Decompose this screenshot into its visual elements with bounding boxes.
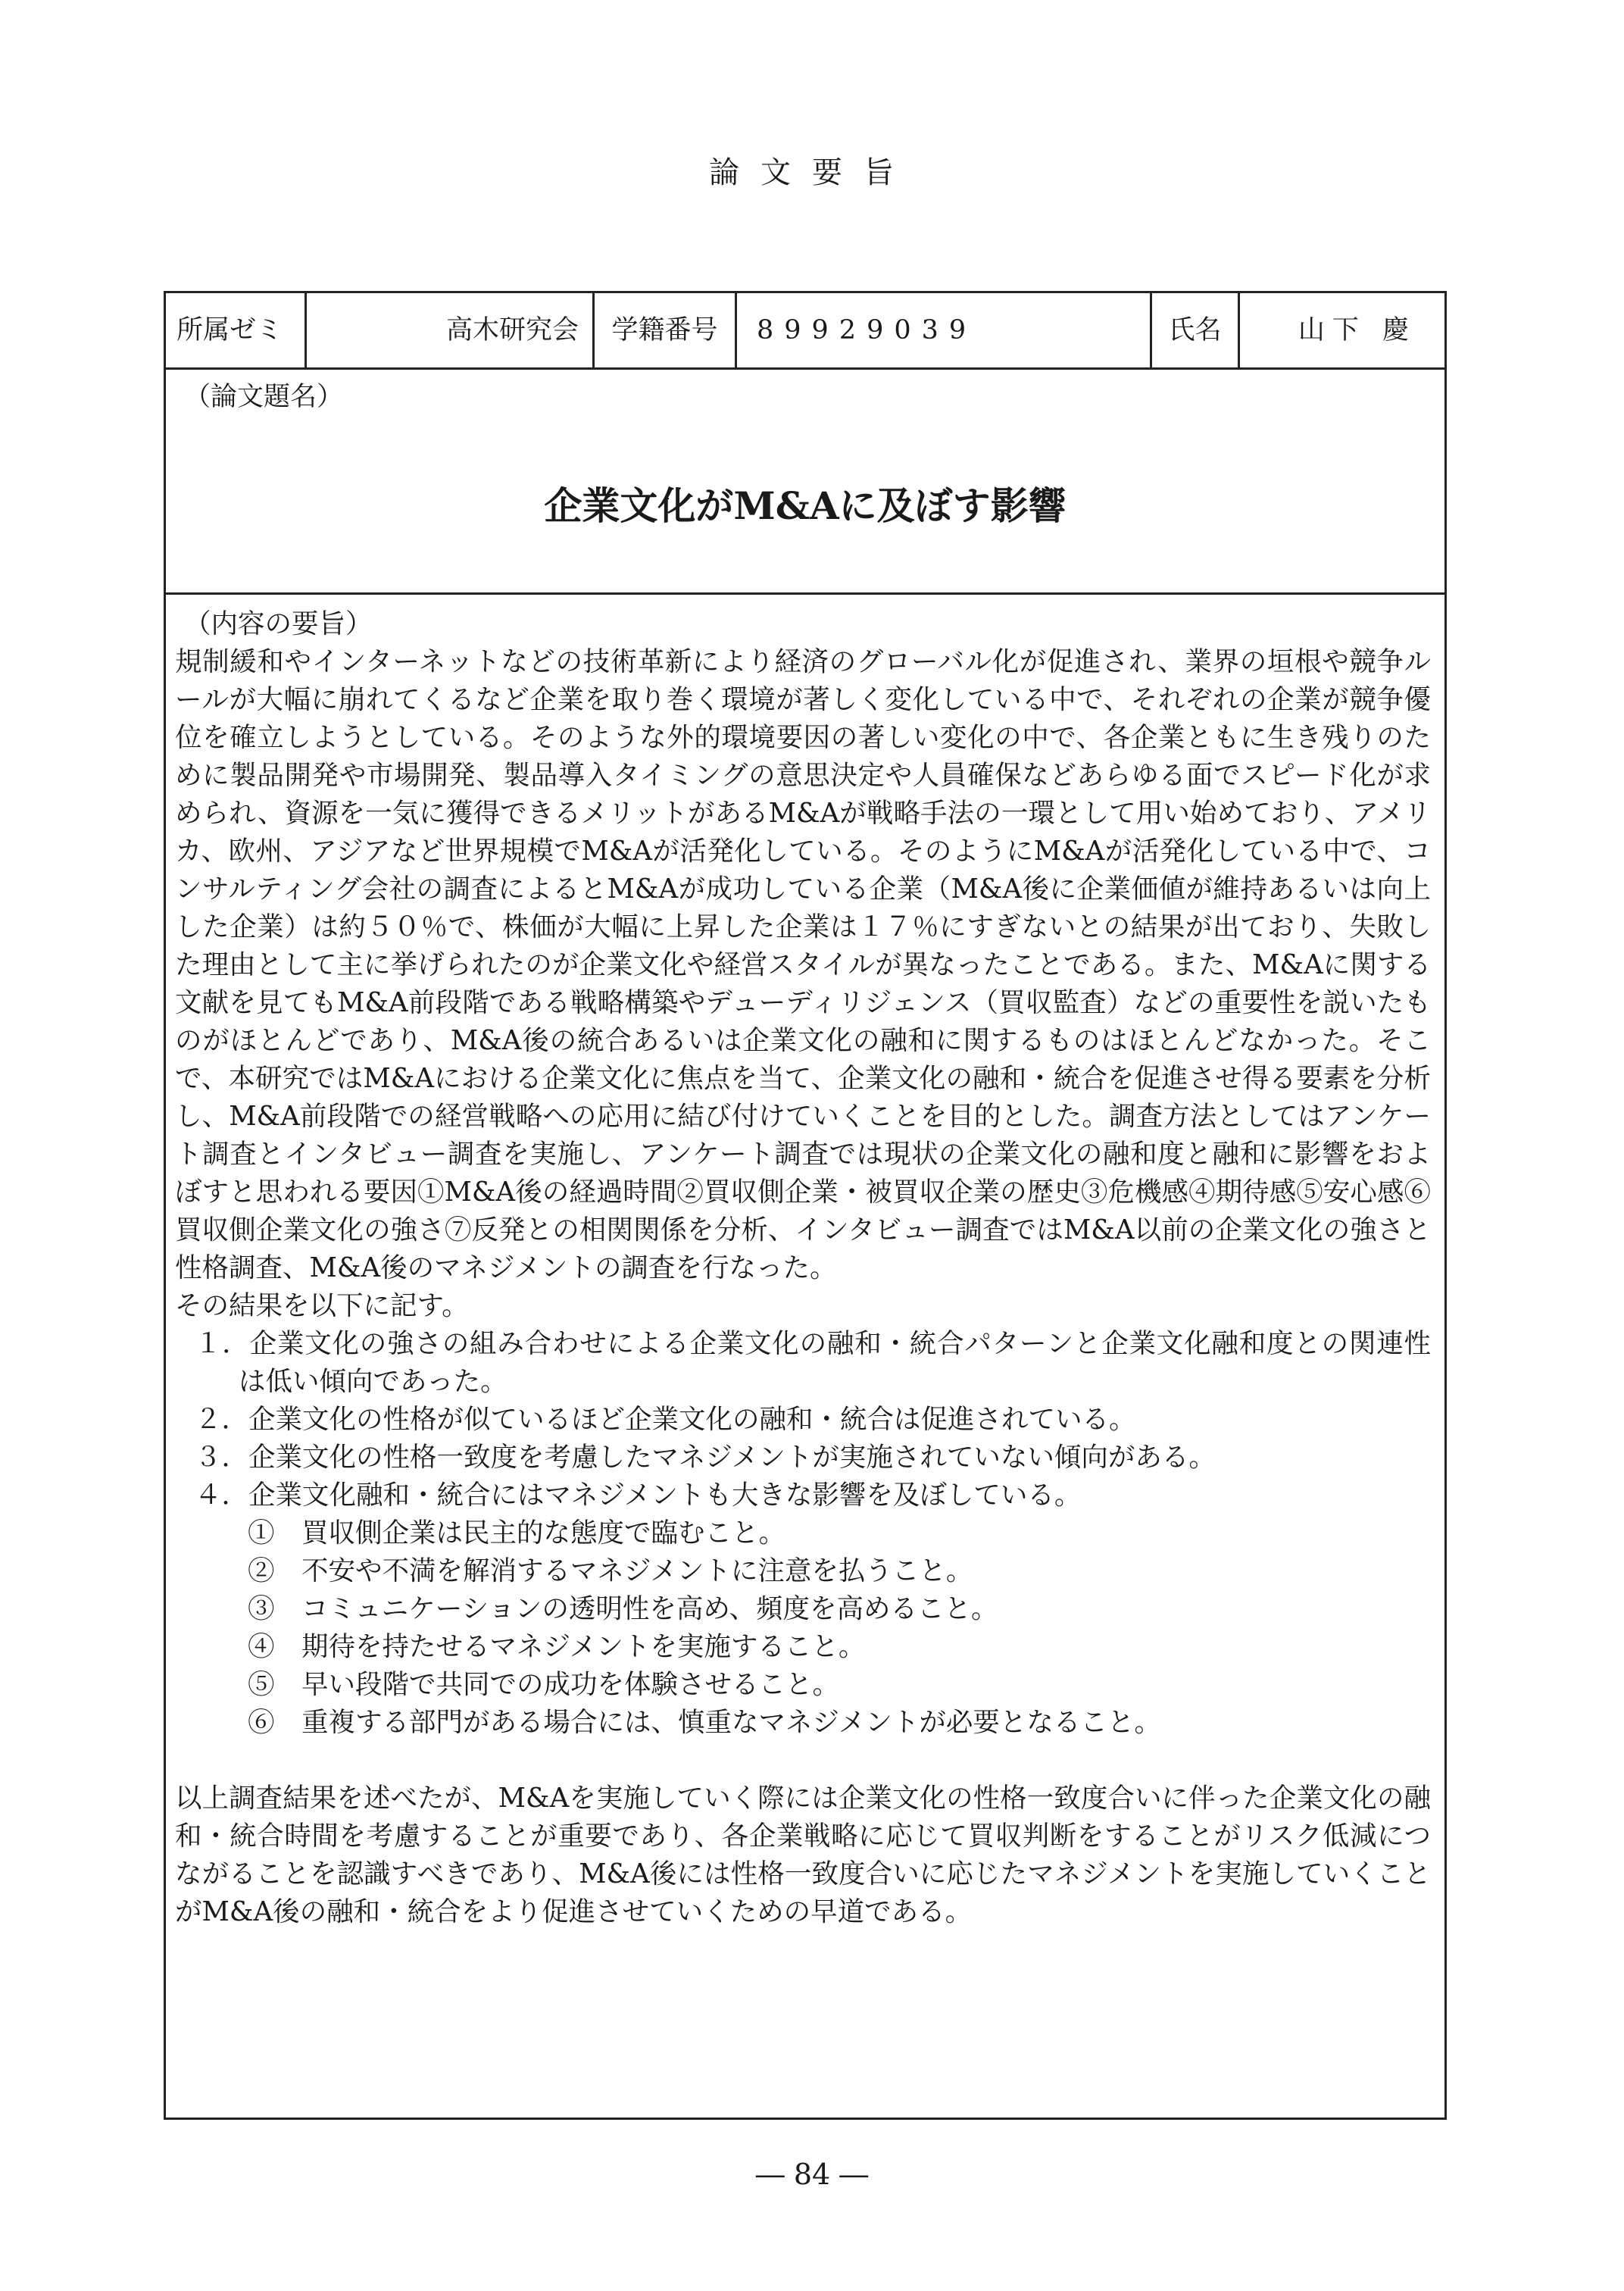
sub-result-item: ③ コミュニケーションの透明性を高め、頻度を高めること。: [248, 1593, 998, 1624]
page-title: 論文要旨: [709, 155, 915, 190]
page-number: ― 84 ―: [755, 2158, 869, 2191]
sub-result-item: ④ 期待を持たせるマネジメントを実施すること。: [248, 1631, 866, 1662]
seminar-value: 高木研究会: [307, 293, 595, 367]
student-id-value: 89929039: [737, 293, 1152, 367]
sub-result-item: ② 不安や不満を解消するマネジメントに注意を払うこと。: [248, 1555, 973, 1586]
summary-body: 規制緩和やインターネットなどの技術革新により経済のグローバル化が促進され、業界の垣根や競争ルールが大幅に崩れてくるなど企業を取り巻く環境が著しく変化している中で、それぞれの企業が競争優位を確立しようとしている。そのような外的環境要因の著しい変化の中で、各企業ともに生き残りのために製品開発や市場開発、製品導入タイミングの意思決定や人員確保などあらゆる面でスピード化が求められ、資源を一気に獲得できるメリットがあるM&Aが戦略手法の一環として用い始めており、アメリカ、欧州、アジアなど世界規模でM&Aが活発化している。そのようにM&Aが活発化している中で、コンサルティング会社の調査によるとM&Aが成功している企業（M&A後に企業価値が維持あるいは向上した企業）は約５０％で、株価が大幅に上昇した企業は１７％にすぎないとの結果が出ており、失敗した理由として主に挙げられたのが企業文化や経営スタイルが異なったことである。また、M&Aに関する文献を見てもM&A前段階である戦略構築やデューディリジェンス（買収監査）などの重要性を説いたものがほとんどであり、M&A後の統合あるいは企業文化の融和に関するものはほとんどなかった。そこで、本研究ではM&Aにおける企業文化に焦点を当て、企業文化の融和・統合を促進させ得る要素を分析し、M&A前段階での経営戦略への応用に結び付けていくことを目的とした。調査方法としてはアンケート調査とインタビュー調査を実施し、アンケート調査では現状の企業文化の融和度と融和に影響をおよぼすと思われる要因①M&A後の経過時間②買収側企業・被買収企業の歴史③危機感④期待感⑤安心感⑥買収側企業文化の強さ⑦反発との相関関係を分析、インタビュー調査ではM&A以前の企業文化の強さと性格調査、M&A後のマネジメントの調査を行なった。: [175, 646, 1431, 1283]
seminar-label: 所属ゼミ: [166, 293, 307, 367]
sub-result-item: ⑥ 重複する部門がある場合には、慎重なマネジメントが必要となること。: [248, 1707, 1161, 1738]
thesis-title-label: （論文題名）: [184, 382, 344, 412]
sub-result-item: ⑤ 早い段階で共同での成功を体験させること。: [248, 1669, 840, 1700]
spacer: [175, 1742, 1431, 1780]
result-item: ３．企業文化の性格一致度を考慮したマネジメントが実施されていない傾向がある。: [195, 1442, 1216, 1473]
summary-label: （内容の要旨）: [184, 608, 373, 639]
name-label: 氏名: [1152, 293, 1240, 367]
name-value: 山下 慶: [1298, 315, 1417, 345]
result-item: ４．企業文化融和・統合にはマネジメントも大きな影響を及ぼしている。: [195, 1480, 1082, 1511]
info-row: [166, 293, 1444, 370]
summary-section: [166, 595, 1444, 1931]
sub-result-item: ① 買収側企業は民主的な態度で臨むこと。: [248, 1517, 786, 1549]
results-intro: その結果を以下に記す。: [175, 1290, 469, 1321]
thesis-title: 企業文化がM&Aに及ぼす影響: [544, 483, 1067, 528]
thesis-title-section: [166, 370, 1444, 595]
result-item: １．企業文化の強さの組み合わせによる企業文化の融和・統合パターンと企業文化融和度との関連性は低い傾向であった。: [195, 1328, 1431, 1397]
abstract-form: [164, 291, 1447, 2120]
conclusion-paragraph: 以上調査結果を述べたが、M&Aを実施していく際には企業文化の性格一致度合いに伴った企業文化の融和・統合時間を考慮することが重要であり、各企業戦略に応じて買収判断をすることがリスク低減につながることを認識すべきであり、M&A後には性格一致度合いに応じたマネジメントを実施していくことがM&A後の融和・統合をより促進させていくための早道である。: [175, 1783, 1431, 1927]
student-id-label: 学籍番号: [595, 293, 737, 367]
result-item: ２．企業文化の性格が似ているほど企業文化の融和・統合は促進されている。: [195, 1404, 1136, 1435]
